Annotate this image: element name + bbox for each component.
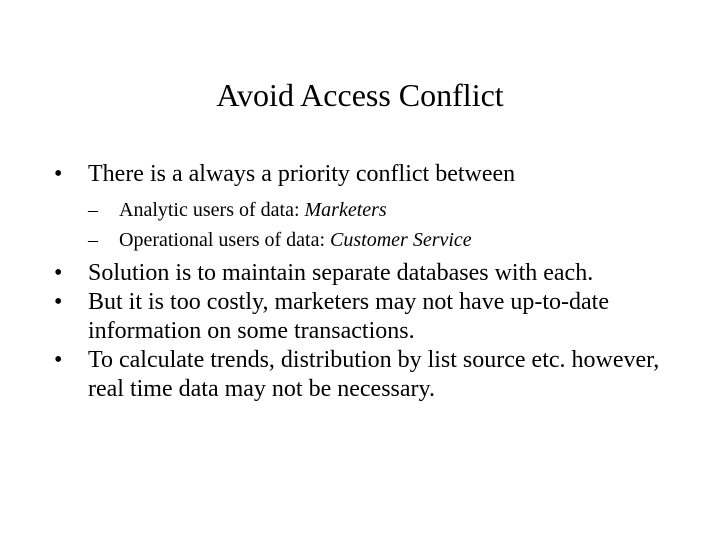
bullet-text: To calculate trends, distribution by list source etc. however, real time data may not be necessary.	[88, 347, 660, 402]
dash-icon: –	[88, 229, 98, 251]
sub-bullet-text: Analytic users of data:	[119, 199, 305, 221]
bullet-text: But it is too costly, marketers may not have up-to-date information on some transactions.	[88, 289, 609, 344]
slide-title: Avoid Access Conflict	[216, 77, 504, 113]
bullet-item	[54, 160, 684, 255]
bullet-icon: •	[54, 289, 63, 315]
sub-bullet-text: Operational users of data:	[119, 229, 331, 251]
sub-bullet-list	[88, 195, 684, 255]
sub-bullet-emphasis: Marketers	[304, 199, 387, 221]
bullet-list	[54, 160, 684, 404]
bullet-text: Solution is to maintain separate databases with each.	[88, 260, 594, 286]
bullet-icon: •	[54, 347, 63, 373]
bullet-icon: •	[54, 260, 63, 286]
bullet-text: There is a always a priority conflict between	[88, 161, 516, 187]
bullet-icon: •	[54, 161, 63, 187]
sub-bullet-item	[88, 195, 684, 225]
dash-icon: –	[88, 199, 98, 221]
sub-bullet-emphasis: Customer Service	[330, 229, 472, 251]
bullet-item	[54, 288, 684, 346]
bullet-item	[54, 259, 684, 288]
bullet-item	[54, 346, 684, 404]
sub-bullet-item	[88, 225, 684, 255]
